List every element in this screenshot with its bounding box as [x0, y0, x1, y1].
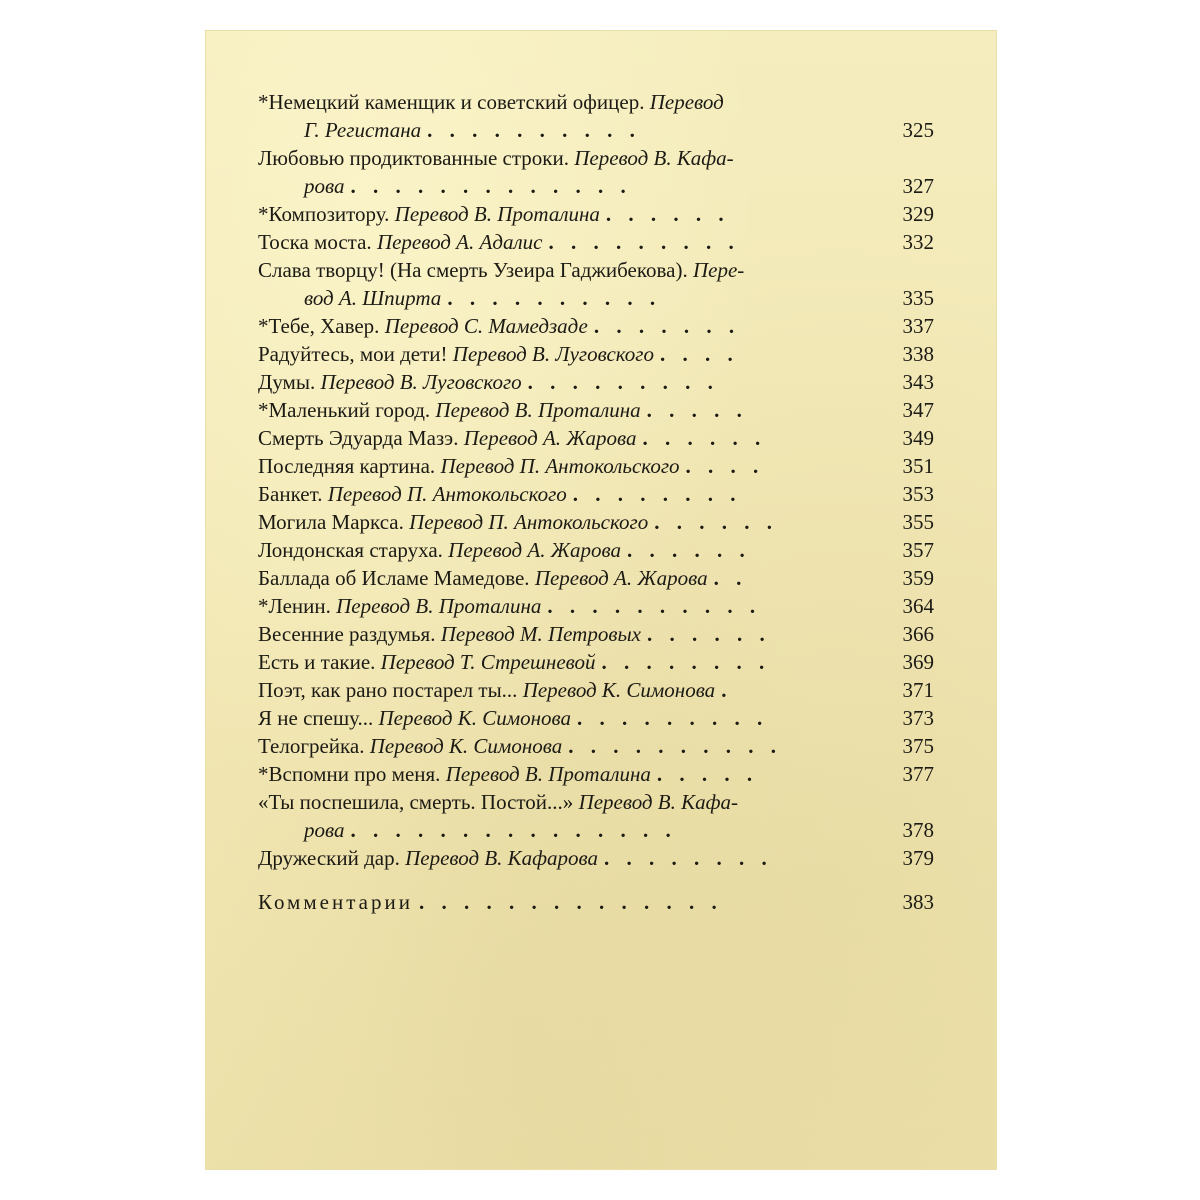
entry-title: *Маленький город.	[258, 398, 431, 422]
comments-title: Комментарии	[258, 890, 413, 914]
entry-title: *Немецкий каменщик и советский офицер.	[258, 90, 645, 114]
entry-title: Последняя картина.	[258, 454, 436, 478]
page-number: 329	[902, 202, 934, 226]
translator-credit: Перевод П. Антокольского	[409, 510, 649, 534]
toc-entry-line	[258, 424, 868, 452]
toc-entry	[258, 340, 934, 368]
entry-title: Смерть Эдуарда Мазэ.	[258, 426, 459, 450]
leader-dots: . . . . .	[656, 762, 759, 786]
translator-credit: Перевод А. Жарова	[534, 566, 708, 590]
toc-entry	[258, 368, 934, 396]
leader-dots: . . . . . . . . .	[548, 230, 740, 254]
translator-credit: Перевод В. Проталина	[435, 398, 641, 422]
toc-entry	[258, 508, 934, 536]
translator-credit: Перевод К. Симонова	[369, 734, 563, 758]
translator-credit: Перевод	[649, 90, 724, 114]
entry-title: *Композитору.	[258, 202, 390, 226]
translator-credit: Перевод В. Луговского	[452, 342, 654, 366]
translator-credit: Перевод В. Проталина	[394, 202, 600, 226]
toc-entry-line	[258, 788, 868, 816]
toc-entry-line	[258, 88, 868, 116]
toc-entry-line	[258, 816, 868, 844]
translator-credit: Перевод В. Проталина	[336, 594, 542, 618]
toc-entry	[258, 88, 934, 144]
translator-credit: Перевод П. Антокольского	[440, 454, 680, 478]
toc-entry	[258, 228, 934, 256]
toc-entry	[258, 424, 934, 452]
translator-credit: Перевод М. Петровых	[440, 622, 641, 646]
page-number: 378	[902, 818, 934, 842]
toc-entry	[258, 676, 934, 704]
entry-title: Тоска моста.	[258, 230, 372, 254]
entry-title: Думы.	[258, 370, 316, 394]
toc-entry-line	[258, 732, 868, 760]
page-number: 373	[902, 706, 934, 730]
toc-entry-line	[258, 312, 868, 340]
toc-entries	[258, 88, 934, 872]
leader-dots: . . . . . . . .	[601, 650, 771, 674]
leader-dots: . . . . . . . . . . . . .	[350, 174, 632, 198]
entry-title: Весенние раздумья.	[258, 622, 436, 646]
entry-title: «Ты поспешила, смерть. Постой...»	[258, 790, 574, 814]
toc-entry	[258, 144, 934, 200]
translator-credit: Г. Регистана	[304, 118, 422, 142]
toc-entry-line	[258, 396, 868, 424]
page-number: 347	[902, 398, 934, 422]
toc-entry-line	[258, 564, 868, 592]
toc-entry	[258, 536, 934, 564]
toc-entry-line	[258, 340, 868, 368]
toc-entry	[258, 732, 934, 760]
entry-title: Дружеский дар.	[258, 846, 400, 870]
toc-entry-comments	[258, 888, 934, 916]
entry-title: Баллада об Исламе Мамедове.	[258, 566, 530, 590]
leader-dots: . . . . . .	[654, 510, 778, 534]
entry-title: Банкет.	[258, 482, 323, 506]
page-number: 353	[902, 482, 934, 506]
translator-credit: Перевод В. Проталина	[445, 762, 651, 786]
leader-dots: . . . . . . . .	[604, 846, 773, 870]
page-number: 343	[902, 370, 934, 394]
entry-title: Есть и такие.	[258, 650, 376, 674]
toc-entry-line	[258, 536, 868, 564]
toc-entry-line	[258, 480, 868, 508]
toc-entry-line	[258, 116, 868, 144]
entry-title: *Тебе, Хавер.	[258, 314, 380, 338]
toc-entry-line	[258, 144, 868, 172]
toc-entry-line	[258, 592, 868, 620]
toc-entry-line	[258, 704, 868, 732]
toc-entry	[258, 200, 934, 228]
toc-entry	[258, 592, 934, 620]
translator-credit: рова	[304, 818, 345, 842]
leader-dots: . . . . . .	[642, 426, 767, 450]
toc-entry-line	[258, 256, 868, 284]
entry-title: *Вспомни про меня.	[258, 762, 441, 786]
entry-title: Телогрейка.	[258, 734, 365, 758]
toc-entry	[258, 760, 934, 788]
translator-credit: Перевод В. Луговского	[320, 370, 522, 394]
page-number: 377	[902, 762, 934, 786]
page-number: 366	[902, 622, 934, 646]
translator-credit: Перевод А. Жарова	[463, 426, 637, 450]
leader-dots: . . . . . . . . . .	[447, 286, 662, 310]
entry-title: Любовью продиктованные строки.	[258, 146, 569, 170]
toc-entry	[258, 312, 934, 340]
leader-dots: . . . . .	[646, 398, 748, 422]
toc-entry	[258, 564, 934, 592]
leader-dots: . . . . . .	[605, 202, 730, 226]
toc-entry-line	[258, 200, 868, 228]
page-number: 371	[902, 678, 934, 702]
page-number: 335	[902, 286, 934, 310]
toc-entry-line	[258, 228, 868, 256]
toc-entry	[258, 648, 934, 676]
toc-entry-line	[258, 676, 868, 704]
page-number: 379	[902, 846, 934, 870]
page-number: 355	[902, 510, 934, 534]
toc-entry	[258, 704, 934, 732]
leader-dots: . . . . . . . . . .	[547, 594, 762, 618]
leader-dots: . . . . . . . . .	[577, 706, 769, 730]
page-number: 332	[902, 230, 934, 254]
table-of-contents	[258, 88, 934, 916]
toc-entry	[258, 452, 934, 480]
leader-dots: . .	[713, 566, 748, 590]
page-number: 325	[902, 118, 934, 142]
toc-entry-line	[258, 648, 868, 676]
toc-entry-line	[258, 368, 868, 396]
toc-entry	[258, 480, 934, 508]
translator-credit: Перевод В. Кафа-	[574, 146, 734, 170]
leader-dots: . . . . . . . . . . . . . .	[418, 890, 723, 914]
toc-entry-line	[258, 844, 868, 872]
translator-credit: Перевод Т. Стрешневой	[380, 650, 596, 674]
toc-entry-line	[258, 284, 868, 312]
leader-dots: . . . . . . . . . .	[568, 734, 782, 758]
page-number: 351	[902, 454, 934, 478]
translator-credit: вод А. Шпирта	[304, 286, 442, 310]
leader-dots: . . . .	[659, 342, 739, 366]
page-number: 349	[902, 426, 934, 450]
entry-title: Лондонская старуха.	[258, 538, 443, 562]
leader-dots: .	[721, 678, 733, 702]
page-number: 369	[902, 650, 934, 674]
toc-entry	[258, 844, 934, 872]
entry-title: Я не спешу...	[258, 706, 374, 730]
entry-title: Радуйтесь, мои дети!	[258, 342, 448, 366]
leader-dots: . . . . . . . .	[572, 482, 742, 506]
toc-entry	[258, 256, 934, 312]
entry-title: Могила Маркса.	[258, 510, 404, 534]
leader-dots: . . . .	[685, 454, 765, 478]
toc-entry-line	[258, 172, 868, 200]
translator-credit: рова	[304, 174, 345, 198]
translator-credit: Перевод А. Адалис	[376, 230, 543, 254]
translator-credit: Перевод С. Мамедзаде	[384, 314, 588, 338]
page-number: 359	[902, 566, 934, 590]
toc-entry-line	[258, 760, 868, 788]
entry-title: *Ленин.	[258, 594, 331, 618]
page-number: 338	[902, 342, 934, 366]
toc-entry	[258, 788, 934, 844]
leader-dots: . . . . . . .	[593, 314, 741, 338]
leader-dots: . . . . . . . . . . . . . . .	[350, 818, 677, 842]
toc-entry-line	[258, 620, 868, 648]
entry-title: Поэт, как рано постарел ты...	[258, 678, 518, 702]
toc-entry	[258, 396, 934, 424]
toc-entry-line	[258, 452, 868, 480]
leader-dots: . . . . . .	[626, 538, 751, 562]
page-number: 337	[902, 314, 934, 338]
translator-credit: Перевод П. Антокольского	[327, 482, 567, 506]
leader-dots: . . . . . . . . .	[527, 370, 719, 394]
page-number: 327	[902, 174, 934, 198]
translator-credit: Перевод В. Кафарова	[405, 846, 599, 870]
translator-credit: Пере-	[692, 258, 745, 282]
entry-title: Слава творцу! (На смерть Узеира Гаджибекова).	[258, 258, 688, 282]
translator-credit: Перевод А. Жарова	[448, 538, 621, 562]
leader-dots: . . . . . . . . . .	[427, 118, 641, 142]
leader-dots: . . . . . .	[647, 622, 771, 646]
page-number: 375	[902, 734, 934, 758]
translator-credit: Перевод К. Симонова	[378, 706, 572, 730]
toc-entry-line	[258, 508, 868, 536]
translator-credit: Перевод В. Кафа-	[578, 790, 738, 814]
page-number: 357	[902, 538, 934, 562]
page-number: 364	[902, 594, 934, 618]
translator-credit: Перевод К. Симонова	[522, 678, 716, 702]
page-number: 383	[902, 890, 934, 914]
toc-entry	[258, 620, 934, 648]
